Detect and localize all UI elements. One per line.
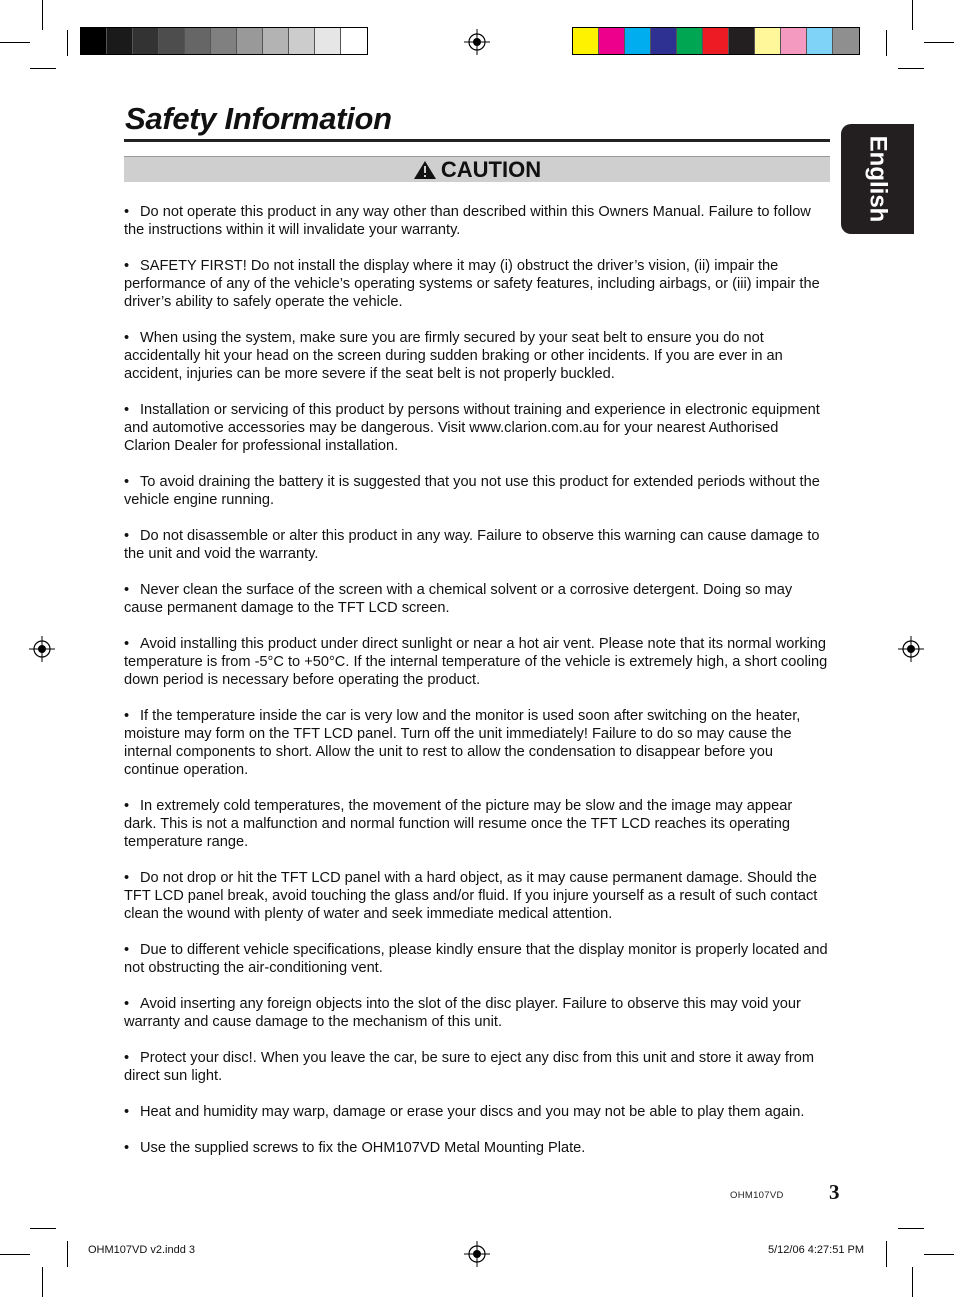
item-text: Avoid inserting any foreign objects into the slot of the disc player. Failure to observe this may void your warranty and cause damage to the mechanism of this unit. xyxy=(124,996,801,1030)
color-swatch xyxy=(315,28,341,54)
item-text: SAFETY FIRST! Do not install the display where it may (i) obstruct the driver’s vision, (ii) impair the performance of any of the vehicle’s operating systems or safety features, including airbags, or (iii) impair the driver’s ability to safely operate the vehicle. xyxy=(124,258,820,310)
title-rule xyxy=(124,139,830,142)
color-swatch xyxy=(107,28,133,54)
list-item xyxy=(124,401,828,455)
page-title: Safety Information xyxy=(125,101,392,136)
color-swatch xyxy=(651,28,677,54)
bullet: • xyxy=(124,582,130,598)
color-swatch xyxy=(781,28,807,54)
item-text: Heat and humidity may warp, damage or erase your discs and you may not be able to play them again. xyxy=(140,1104,805,1120)
page-number: 3 xyxy=(829,1180,840,1204)
item-text: Due to different vehicle specifications, please kindly ensure that the display monitor is properly located and not obstructing the air-conditioning vent. xyxy=(124,942,828,976)
color-swatch xyxy=(573,28,599,54)
safety-list xyxy=(124,203,828,1175)
color-swatch xyxy=(185,28,211,54)
language-tab-label: English xyxy=(864,135,892,223)
color-swatch xyxy=(625,28,651,54)
list-item xyxy=(124,995,828,1031)
warning-triangle-icon xyxy=(413,160,437,180)
color-swatch xyxy=(289,28,315,54)
list-item xyxy=(124,797,828,851)
bullet: • xyxy=(124,870,130,886)
list-item xyxy=(124,257,828,311)
list-item xyxy=(124,635,828,689)
bullet: • xyxy=(124,402,130,418)
list-item xyxy=(124,1103,828,1121)
model-code: OHM107VD xyxy=(730,1190,784,1201)
bullet: • xyxy=(124,1140,130,1156)
item-text: Do not disassemble or alter this product in any way. Failure to observe this warning can cause damage to the unit and void the warranty. xyxy=(124,528,820,562)
bullet: • xyxy=(124,528,130,544)
color-swatch xyxy=(599,28,625,54)
item-text: To avoid draining the battery it is suggested that you not use this product for extended periods without the vehicle engine running. xyxy=(124,474,820,508)
color-swatch xyxy=(211,28,237,54)
registration-mark-icon xyxy=(464,1241,490,1267)
item-text: When using the system, make sure you are firmly secured by your seat belt to ensure you do not accidentally hit your head on the screen during sudden braking or other incidents. If you are ever in an accident, injuries can be more severe if the seat belt is not properly buckled. xyxy=(124,330,783,382)
color-swatch xyxy=(807,28,833,54)
bullet: • xyxy=(124,1104,130,1120)
slug-filename: OHM107VD v2.indd 3 xyxy=(88,1244,195,1256)
color-swatch xyxy=(81,28,107,54)
registration-mark-icon xyxy=(29,636,55,662)
item-text: Do not drop or hit the TFT LCD panel with a hard object, as it may cause permanent damage. Should the TFT LCD panel break, avoid touching the glass and/or fluid. If you injure yourself as a result of such contact clean the wound with plenty of water and seek immediate medical attention. xyxy=(124,870,818,922)
process-colorbar xyxy=(572,27,860,55)
bullet: • xyxy=(124,330,130,346)
list-item xyxy=(124,527,828,563)
list-item xyxy=(124,1139,828,1157)
bullet: • xyxy=(124,1050,130,1066)
list-item xyxy=(124,941,828,977)
item-text: Do not operate this product in any way other than described within this Owners Manual. Failure to follow the instructions within it will invalidate your warranty. xyxy=(124,204,811,238)
color-swatch xyxy=(833,28,859,54)
item-text: Protect your disc!. When you leave the car, be sure to eject any disc from this unit and store it away from direct sun light. xyxy=(124,1050,815,1084)
language-tab xyxy=(841,124,914,234)
item-text: Avoid installing this product under direct sunlight or near a hot air vent. Please note that its normal working temperature is from -5°C to +50°C. If the internal temperature of the vehicle is extremely high, a short cooling down period is necessary before operating the product. xyxy=(124,636,828,688)
list-item xyxy=(124,581,828,617)
list-item xyxy=(124,473,828,509)
item-text: In extremely cold temperatures, the movement of the picture may be slow and the image may appear dark. This is not a malfunction and normal function will resume once the TFT LCD reaches its operating temperature range. xyxy=(124,798,793,850)
registration-mark-icon xyxy=(898,636,924,662)
list-item xyxy=(124,707,828,779)
item-text: Installation or servicing of this product by persons without training and experience in electronic equipment and automotive accessories may be dangerous. Visit www.clarion.com.au for your nearest Authorised Clarion Dealer for professional installation. xyxy=(124,402,820,454)
registration-mark-icon xyxy=(464,29,490,55)
color-swatch xyxy=(703,28,729,54)
bullet: • xyxy=(124,258,130,274)
item-text: Use the supplied screws to fix the OHM107VD Metal Mounting Plate. xyxy=(140,1140,586,1156)
bullet: • xyxy=(124,798,130,814)
slug-timestamp: 5/12/06 4:27:51 PM xyxy=(768,1244,865,1256)
bullet: • xyxy=(124,636,130,652)
bullet: • xyxy=(124,996,130,1012)
item-text: Never clean the surface of the screen with a chemical solvent or a corrosive detergent. Doing so may cause permanent damage to the TFT LCD screen. xyxy=(124,582,793,616)
bullet: • xyxy=(124,474,130,490)
grayscale-colorbar xyxy=(80,27,368,55)
color-swatch xyxy=(755,28,781,54)
caution-label: CAUTION xyxy=(440,156,542,182)
bullet: • xyxy=(124,204,130,220)
color-swatch xyxy=(677,28,703,54)
color-swatch xyxy=(159,28,185,54)
caution-banner xyxy=(124,156,830,182)
list-item xyxy=(124,203,828,239)
list-item xyxy=(124,869,828,923)
list-item xyxy=(124,329,828,383)
color-swatch xyxy=(237,28,263,54)
bullet: • xyxy=(124,942,130,958)
list-item xyxy=(124,1049,828,1085)
color-swatch xyxy=(341,28,367,54)
bullet: • xyxy=(124,708,130,724)
item-text: If the temperature inside the car is very low and the monitor is used soon after switching on the heater, moisture may form on the TFT LCD panel. Turn off the unit immediately! Failure to do so may cause the internal components to short. Allow the unit to rest to allow the condensation to disappear before you continue operation. xyxy=(124,708,801,778)
color-swatch xyxy=(729,28,755,54)
color-swatch xyxy=(263,28,289,54)
color-swatch xyxy=(133,28,159,54)
